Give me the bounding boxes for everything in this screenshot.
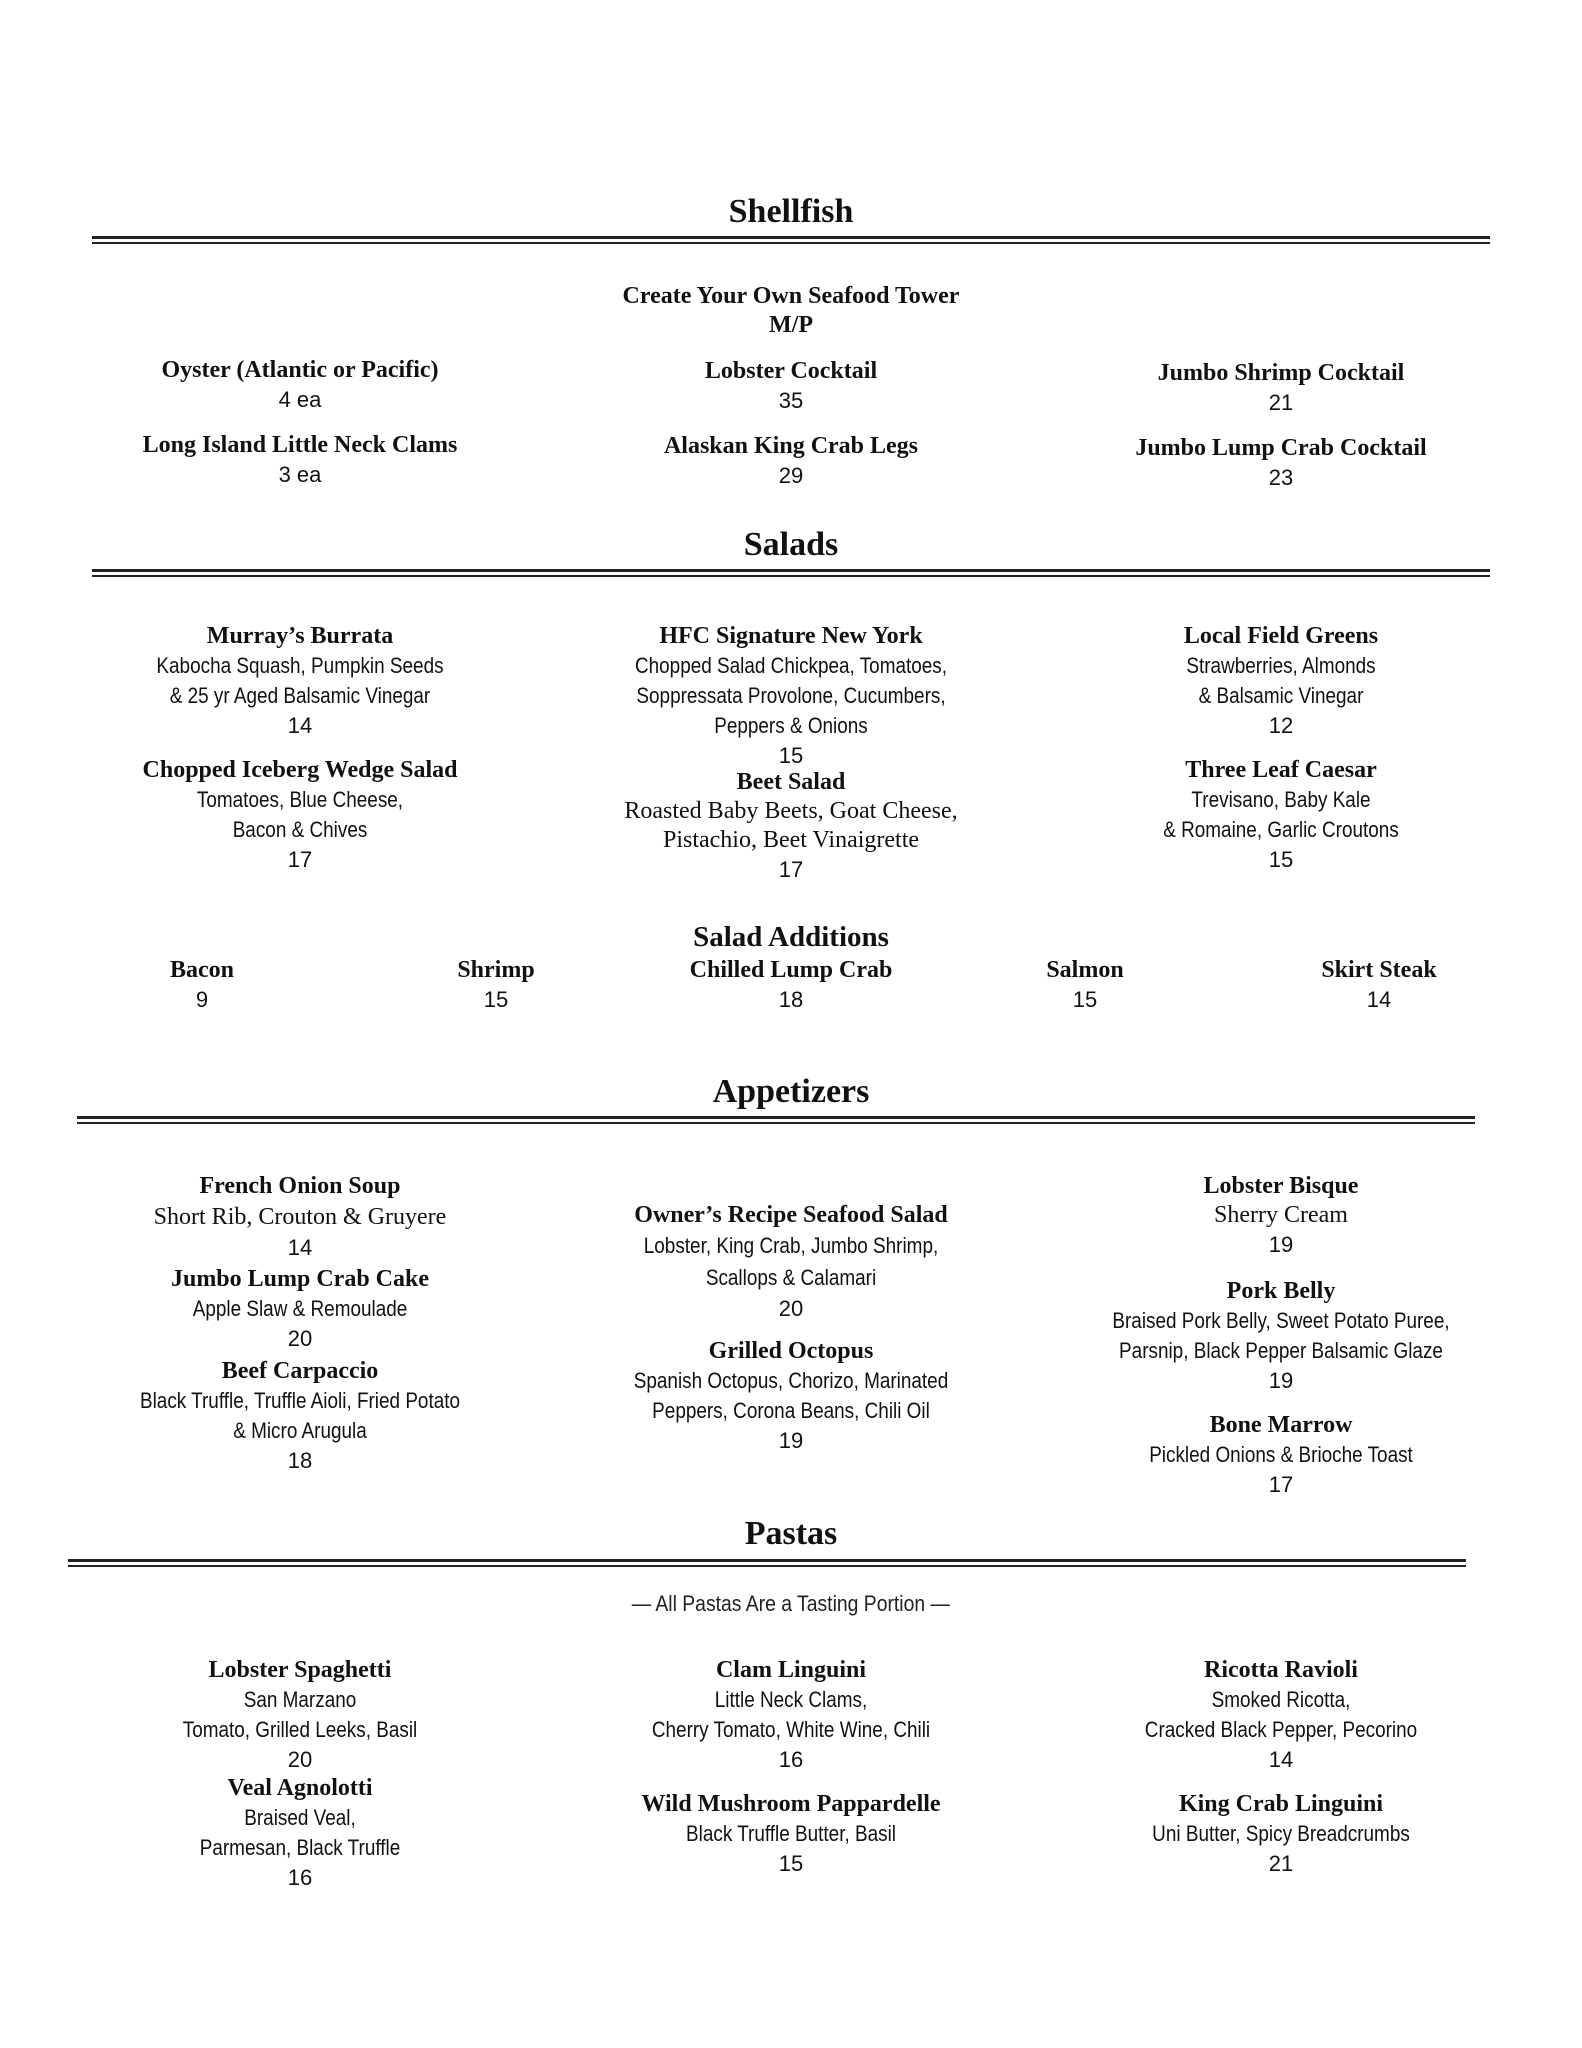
item-name: Shrimp (457, 957, 535, 983)
menu-item (60, 756, 540, 874)
section-divider (92, 236, 1490, 244)
item-price: 35 (778, 388, 804, 413)
item-name: Chopped Iceberg Wedge Salad (142, 757, 458, 783)
item-name: Owner’s Recipe Seafood Salad (634, 1202, 948, 1228)
section-title-appetizers: Appetizers (712, 1073, 870, 1110)
item-price: 3 ea (278, 462, 322, 487)
item-price: 19 (1268, 1232, 1294, 1257)
item-name: Local Field Greens (1183, 623, 1379, 649)
item-price: 23 (1268, 465, 1294, 490)
item-name: Lobster Bisque (1203, 1173, 1359, 1199)
item-price: 17 (287, 847, 313, 872)
item-name: Lobster Cocktail (704, 358, 878, 384)
item-description: Tomatoes, Blue Cheese, (196, 787, 404, 812)
item-name: Oyster (Atlantic or Pacific) (161, 357, 439, 383)
salad-additions-title: Salad Additions (693, 921, 889, 953)
section-title-pastas: Pastas (744, 1515, 838, 1552)
pastas-note (0, 1590, 1582, 1618)
item-name: Chilled Lump Crab (689, 957, 893, 983)
item-description: Parmesan, Black Truffle (199, 1835, 401, 1860)
item-price: 14 (287, 1235, 313, 1260)
item-description: Cracked Black Pepper, Pecorino (1144, 1717, 1418, 1742)
section-title-salads: Salads (743, 526, 839, 563)
item-description: Cherry Tomato, White Wine, Chili (651, 1717, 931, 1742)
item-name: Grilled Octopus (708, 1338, 874, 1364)
item-description: Scallops & Calamari (705, 1265, 877, 1290)
item-description: Braised Veal, (244, 1805, 356, 1830)
item-price: 17 (778, 857, 804, 882)
item-description: Bacon & Chives (232, 817, 368, 842)
item-description: Apple Slaw & Remoulade (192, 1296, 408, 1321)
item-name: Jumbo Shrimp Cocktail (1157, 360, 1405, 386)
item-description: Chopped Salad Chickpea, Tomatoes, (634, 653, 948, 678)
menu-item (60, 356, 540, 414)
menu-item (60, 1265, 540, 1353)
item-name: King Crab Linguini (1178, 1791, 1384, 1817)
item-name: Create Your Own Seafood Tower (622, 283, 960, 309)
item-description: & Micro Arugula (233, 1418, 367, 1443)
item-price: 17 (1268, 1472, 1294, 1497)
item-description: Tomato, Grilled Leeks, Basil (182, 1717, 418, 1742)
item-name: Skirt Steak (1321, 957, 1437, 983)
item-description: Peppers, Corona Beans, Chili Oil (652, 1398, 930, 1423)
menu-item (551, 1201, 1031, 1323)
addition-item (935, 956, 1235, 1014)
item-price: 15 (483, 987, 509, 1012)
menu-item (60, 1656, 540, 1774)
addition-item (346, 956, 646, 1014)
item-price: 15 (778, 1851, 804, 1876)
item-name: Murray’s Burrata (206, 623, 394, 649)
section-title-shellfish: Shellfish (728, 193, 854, 230)
item-name: HFC Signature New York (659, 623, 923, 649)
section-divider (68, 1559, 1466, 1567)
menu-item (551, 1337, 1031, 1455)
menu-item (1041, 622, 1521, 740)
item-price: 16 (778, 1747, 804, 1772)
menu-item-seafood-tower (551, 282, 1031, 340)
item-description: Uni Butter, Spicy Breadcrumbs (1152, 1821, 1410, 1846)
addition-item (641, 956, 941, 1014)
item-description: Kabocha Squash, Pumpkin Seeds (156, 653, 444, 678)
item-description: Smoked Ricotta, (1211, 1687, 1351, 1712)
section-divider (92, 569, 1490, 577)
item-price: 29 (778, 463, 804, 488)
item-description: San Marzano (243, 1687, 357, 1712)
item-price: 4 ea (278, 387, 322, 412)
item-name: Three Leaf Caesar (1185, 757, 1377, 783)
item-description: Strawberries, Almonds (1186, 653, 1376, 678)
menu-item (551, 357, 1031, 415)
item-name: Veal Agnolotti (227, 1775, 373, 1801)
item-price: 20 (287, 1747, 313, 1772)
item-name: Long Island Little Neck Clams (142, 432, 458, 458)
menu-item (1041, 756, 1521, 874)
item-description: Trevisano, Baby Kale (1191, 787, 1371, 812)
menu-item (1041, 1790, 1521, 1878)
menu-item (60, 1774, 540, 1892)
item-price: 14 (287, 713, 313, 738)
menu-item (551, 768, 1031, 884)
item-name: Bacon (169, 957, 234, 983)
item-description: Peppers & Onions (714, 713, 868, 738)
item-price: 20 (778, 1296, 804, 1321)
menu-item (1041, 1411, 1521, 1499)
item-description: Little Neck Clams, (714, 1687, 868, 1712)
item-price: 21 (1268, 390, 1294, 415)
item-name: Wild Mushroom Pappardelle (641, 1791, 941, 1817)
item-price: 14 (1366, 987, 1392, 1012)
item-description: Lobster, King Crab, Jumbo Shrimp, (643, 1233, 939, 1258)
item-description: Sherry Cream (1214, 1202, 1348, 1228)
menu-item (1041, 1172, 1521, 1259)
item-price: 14 (1268, 1747, 1294, 1772)
item-description: & Balsamic Vinegar (1198, 683, 1364, 708)
item-price: 19 (1268, 1368, 1294, 1393)
item-price: 15 (778, 743, 804, 768)
item-price: 15 (1072, 987, 1098, 1012)
item-price: 19 (778, 1428, 804, 1453)
menu-item (551, 622, 1031, 770)
item-name: Lobster Spaghetti (208, 1657, 392, 1683)
item-name: Beef Carpaccio (221, 1358, 379, 1384)
menu-item (551, 1790, 1031, 1878)
item-price: 18 (778, 987, 804, 1012)
item-name: Clam Linguini (715, 1657, 867, 1683)
item-description: Pickled Onions & Brioche Toast (1149, 1442, 1413, 1467)
item-name: Alaskan King Crab Legs (663, 433, 919, 459)
item-description: Soppressata Provolone, Cucumbers, (636, 683, 946, 708)
item-name: Salmon (1046, 957, 1124, 983)
menu-item (60, 622, 540, 740)
item-description: Short Rib, Crouton & Gruyere (153, 1204, 447, 1230)
menu-item (60, 431, 540, 489)
item-name: Ricotta Ravioli (1204, 1657, 1358, 1683)
item-description: Black Truffle, Truffle Aioli, Fried Potato (139, 1388, 461, 1413)
item-name: French Onion Soup (199, 1173, 401, 1199)
item-price: 12 (1268, 713, 1294, 738)
item-description: Roasted Baby Beets, Goat Cheese, (624, 798, 958, 824)
item-description: & 25 yr Aged Balsamic Vinegar (169, 683, 431, 708)
addition-item (1229, 956, 1529, 1014)
item-name: Jumbo Lump Crab Cake (170, 1266, 430, 1292)
menu-item (1041, 1656, 1521, 1774)
menu-item (551, 1656, 1031, 1774)
menu-item (1041, 1277, 1521, 1395)
menu-item (551, 432, 1031, 490)
item-description: Braised Pork Belly, Sweet Potato Puree, (1112, 1308, 1450, 1333)
item-price: 15 (1268, 847, 1294, 872)
item-name: Bone Marrow (1209, 1412, 1353, 1438)
item-price: M/P (769, 312, 813, 338)
menu-item (60, 1357, 540, 1475)
item-price: 16 (287, 1865, 313, 1890)
item-name: Pork Belly (1226, 1278, 1336, 1304)
menu-item (1041, 359, 1521, 417)
menu-item (1041, 434, 1521, 492)
item-description: & Romaine, Garlic Croutons (1163, 817, 1399, 842)
pastas-note-text: — All Pastas Are a Tasting Portion — (631, 1591, 951, 1616)
item-description: Spanish Octopus, Chorizo, Marinated (633, 1368, 949, 1393)
item-description: Parsnip, Black Pepper Balsamic Glaze (1119, 1338, 1443, 1363)
item-price: 18 (287, 1448, 313, 1473)
section-divider (77, 1116, 1475, 1124)
item-price: 9 (195, 987, 209, 1012)
item-name: Beet Salad (736, 769, 846, 795)
menu-item (60, 1172, 540, 1262)
item-price: 20 (287, 1326, 313, 1351)
item-price: 21 (1268, 1851, 1294, 1876)
item-name: Jumbo Lump Crab Cocktail (1135, 435, 1427, 461)
addition-item (52, 956, 352, 1014)
item-description: Pistachio, Beet Vinaigrette (662, 827, 920, 853)
item-description: Black Truffle Butter, Basil (686, 1821, 896, 1846)
